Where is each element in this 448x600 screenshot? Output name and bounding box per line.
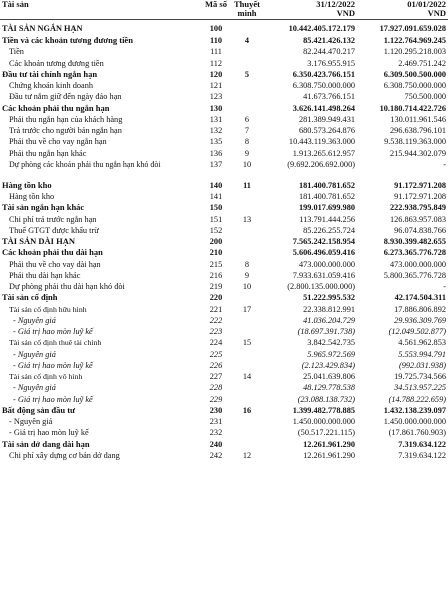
header-date-2022: 31/12/2022	[316, 0, 355, 9]
row-label: Hàng tồn kho	[2, 179, 52, 190]
row-label: - Giá trị hao mòn luỹ kế	[9, 428, 89, 438]
row-code: 215	[209, 259, 223, 269]
row-label: Tài sản cố định hữu hình	[9, 304, 87, 314]
row-value-2021: 750.500.000	[404, 92, 446, 102]
row-value-2022: 12.261.961.290	[303, 450, 355, 460]
row-value-2022: 3.626.141.498.264	[292, 103, 355, 113]
row-value-2021: -	[443, 282, 446, 291]
table-row	[0, 20, 448, 36]
row-code: 219	[209, 282, 223, 291]
row-code: 227	[209, 372, 223, 381]
row-note: 10	[242, 282, 252, 291]
table-row	[0, 326, 448, 337]
row-code: 226	[209, 360, 223, 370]
row-value-2022: 473.000.000.000	[298, 259, 355, 269]
table-row	[0, 315, 448, 326]
row-value-2021: 296.638.796.101	[389, 126, 446, 135]
row-label: Đầu tư nắm giữ đến ngày đáo hạn	[9, 92, 122, 102]
table-row	[0, 236, 448, 247]
table-row	[0, 292, 448, 303]
row-code: 130	[209, 103, 223, 113]
row-value-2021: 5.553.994.791	[398, 349, 446, 359]
row-value-2022: (50.517.221.115)	[297, 428, 355, 438]
row-value-2022: 51.222.995.532	[303, 293, 355, 303]
row-note	[232, 58, 262, 69]
row-value-2022: (2.800.135.000.000)	[287, 282, 355, 291]
table-row	[0, 427, 448, 438]
row-value-2022: (9.692.206.692.000)	[287, 159, 355, 169]
table-row	[0, 180, 448, 191]
table-row	[0, 247, 448, 258]
table-row	[0, 214, 448, 225]
row-code: 141	[209, 192, 223, 201]
row-label: TÀI SẢN NGẮN HẠN	[2, 24, 83, 34]
row-code: 131	[209, 114, 223, 124]
header-blank	[0, 9, 200, 20]
row-value-2022: 25.041.639.806	[303, 372, 355, 381]
table-row	[0, 125, 448, 136]
row-note	[232, 326, 262, 337]
row-value-2021: 1.432.138.239.097	[383, 405, 446, 415]
row-code: 137	[209, 159, 223, 169]
row-code: 232	[209, 428, 223, 438]
row-value-2021: 2.469.751.242	[398, 58, 446, 68]
row-value-2022: 6.350.423.766.151	[292, 69, 355, 79]
row-value-2022: (2.123.429.834)	[301, 360, 355, 370]
row-value-2022: 1.913.265.612.957	[292, 148, 355, 158]
row-note: 5	[244, 69, 250, 79]
table-row	[0, 159, 448, 180]
row-label: Đầu tư tài chính ngắn hạn	[2, 68, 98, 79]
row-code: 200	[209, 237, 223, 246]
row-value-2021: 222.938.795.849	[389, 203, 446, 213]
row-value-2021: 7.319.634.122	[398, 439, 446, 449]
row-note	[232, 20, 262, 36]
table-row	[0, 405, 448, 416]
row-code: 112	[209, 58, 223, 68]
row-label: Tài sản cố định thuê tài chính	[9, 338, 102, 348]
row-note	[232, 439, 262, 450]
row-value-2021: 5.800.365.776.728	[383, 270, 446, 280]
row-label: - Giá trị hao mòn luỹ kế	[13, 327, 93, 336]
row-note: 10	[242, 159, 252, 169]
table-row	[0, 360, 448, 371]
row-note	[232, 315, 262, 326]
row-note	[232, 349, 262, 360]
row-label: - Giá trị hao mòn luỹ kế	[13, 360, 93, 370]
row-note: 15	[242, 338, 252, 348]
table-body	[0, 20, 448, 462]
row-note	[232, 191, 262, 202]
table-row	[0, 416, 448, 427]
header-unit-2022: VND	[262, 9, 357, 20]
row-value-2021: 1.122.764.969.245	[383, 36, 446, 45]
row-note: 8	[244, 259, 250, 269]
row-code: 224	[209, 338, 223, 348]
table-header	[0, 0, 448, 20]
header-note-line2: minh	[232, 9, 262, 20]
row-code: 216	[209, 270, 223, 280]
row-label: Chi phí xây dựng cơ bản dở dang	[9, 450, 120, 460]
row-value-2021: 130.011.961.546	[390, 114, 446, 124]
row-label: Phải thu dài hạn khác	[9, 270, 81, 280]
row-value-2021: 17.886.806.892	[394, 304, 446, 314]
row-code: 228	[209, 383, 223, 393]
row-note	[232, 292, 262, 303]
row-note	[232, 202, 262, 213]
row-value-2021: 473.000.000.000	[389, 259, 446, 269]
row-value-2021: (17.861.760.903)	[388, 428, 446, 438]
row-label: Chi phí trả trước ngắn hạn	[9, 214, 97, 224]
row-label: Chứng khoán kinh doanh	[9, 81, 94, 90]
row-value-2021: -	[443, 159, 446, 169]
row-code: 240	[209, 439, 223, 449]
table-row	[0, 304, 448, 315]
row-code: 221	[209, 304, 223, 314]
header-note-line1: Thuyết	[234, 0, 260, 9]
row-code: 151	[209, 214, 223, 224]
row-note: 9	[244, 148, 250, 158]
row-value-2022: 7.565.242.158.954	[292, 237, 355, 246]
row-code: 220	[209, 293, 223, 303]
row-label: Tiền	[9, 47, 24, 57]
row-note: 7	[244, 126, 250, 135]
row-value-2022: 10.442.405.172.179	[288, 24, 355, 34]
row-value-2021: 91.172.971.208	[394, 192, 446, 201]
row-value-2021: 8.930.399.482.655	[383, 237, 446, 246]
row-value-2021: 6.273.365.776.728	[383, 248, 446, 258]
row-label: Dự phòng phải thu dài hạn khó đòi	[9, 282, 125, 291]
row-note	[232, 427, 262, 438]
row-value-2021: (12.049.502.877)	[388, 327, 446, 336]
row-note	[232, 46, 262, 57]
row-note	[232, 394, 262, 405]
row-label: Tiền và các khoản tương đương tiền	[2, 35, 133, 45]
row-label: Thuế GTGT được khấu trừ	[9, 225, 99, 235]
row-value-2021: 1.120.295.218.003	[383, 47, 446, 57]
header-unit-2021: VND	[357, 9, 448, 20]
row-label: Tài sản ngắn hạn khác	[2, 202, 85, 213]
table-row	[0, 270, 448, 281]
row-value-2021: 6.309.500.500.000	[383, 69, 446, 79]
row-note: 12	[242, 450, 252, 460]
row-note	[232, 416, 262, 427]
row-label: Bất động sản đầu tư	[2, 404, 76, 415]
row-label: Trả trước cho người bán ngắn hạn	[9, 126, 122, 135]
row-value-2022: 680.573.264.876	[298, 126, 355, 135]
row-note	[232, 80, 262, 91]
table-row	[0, 281, 448, 292]
row-code: 229	[209, 394, 223, 404]
row-code: 100	[209, 24, 223, 34]
row-code: 120	[209, 69, 223, 79]
row-note: 14	[242, 372, 252, 381]
row-note: 16	[242, 405, 252, 415]
row-value-2022: (18.697.391.738)	[297, 327, 355, 336]
row-value-2021: 29.936.309.769	[394, 315, 446, 325]
row-value-2021: 19.725.734.566	[394, 372, 446, 381]
row-value-2022: 3.842.542.735	[307, 338, 355, 348]
header-blank	[200, 9, 232, 20]
row-code: 123	[209, 92, 223, 102]
table-row	[0, 394, 448, 405]
table-row	[0, 439, 448, 450]
table-row	[0, 349, 448, 360]
table-row	[0, 46, 448, 57]
table-row	[0, 103, 448, 114]
table-row	[0, 371, 448, 382]
row-value-2022: 48.129.778.538	[303, 383, 355, 393]
row-label: Phải thu ngắn hạn khác	[9, 148, 87, 158]
row-value-2021: 34.513.957.225	[394, 383, 446, 393]
row-value-2022: 82.244.470.217	[303, 47, 355, 57]
row-value-2021: 215.944.302.079	[389, 148, 446, 158]
row-label: - Giá trị hao mòn luỹ kế	[13, 394, 93, 404]
row-code: 132	[209, 126, 223, 135]
table-row	[0, 136, 448, 147]
row-label: Các khoản tương đương tiền	[9, 58, 104, 68]
row-code: 222	[209, 315, 223, 325]
row-value-2022: 6.308.750.000.000	[292, 81, 355, 90]
row-label: Các khoản phải thu ngắn hạn	[2, 102, 110, 113]
row-value-2021: (992.031.938)	[398, 360, 446, 370]
row-code: 150	[209, 203, 223, 213]
row-note: 13	[242, 214, 252, 224]
row-note: 8	[244, 137, 250, 147]
row-note	[232, 225, 262, 236]
row-note	[232, 103, 262, 114]
table-row	[0, 114, 448, 125]
row-note: 11	[243, 180, 251, 190]
row-note	[232, 91, 262, 102]
row-note: 4	[244, 36, 250, 45]
table-row	[0, 35, 448, 46]
row-value-2022: (23.088.138.732)	[297, 394, 355, 404]
row-label: TÀI SẢN DÀI HẠN	[2, 236, 75, 246]
row-label: Phải thu về cho vay ngắn hạn	[9, 137, 107, 147]
header-asset: Tài sản	[2, 0, 29, 9]
row-label: Tài sản cố định	[2, 292, 58, 303]
row-code: 135	[209, 137, 223, 147]
row-value-2022: 281.389.949.431	[298, 114, 355, 124]
row-code: 225	[209, 349, 223, 359]
row-code: 152	[209, 225, 223, 235]
row-value-2022: 41.036.204.729	[303, 315, 355, 325]
row-label: Phải thu về cho vay dài hạn	[9, 259, 101, 269]
row-value-2022: 181.400.781.652	[298, 180, 355, 190]
table-row	[0, 80, 448, 91]
row-value-2022: 181.400.781.652	[298, 192, 355, 201]
row-label: Tài sản cố định vô hình	[9, 372, 83, 381]
row-note	[232, 236, 262, 247]
row-value-2022: 199.017.699.980	[298, 203, 355, 213]
row-code: 242	[209, 450, 223, 460]
row-label: Hàng tồn kho	[9, 192, 55, 201]
row-label: Tài sản dở dang dài hạn	[2, 438, 90, 449]
table-row	[0, 337, 448, 348]
row-label: - Nguyên giá	[13, 315, 56, 325]
table-row	[0, 148, 448, 159]
table-row	[0, 91, 448, 102]
row-value-2021: 9.538.119.363.000	[384, 137, 446, 147]
row-label: - Nguyên giá	[13, 349, 56, 359]
row-value-2021: 1.450.000.000.000	[383, 417, 446, 426]
row-note	[232, 360, 262, 371]
row-note: 9	[244, 270, 250, 280]
row-value-2021: 10.180.714.422.726	[379, 103, 446, 113]
row-code: 223	[209, 327, 223, 336]
row-note	[232, 382, 262, 393]
row-label: Phải thu ngắn hạn của khách hàng	[9, 114, 123, 124]
row-value-2021: (14.788.222.659)	[388, 394, 446, 404]
table-row	[0, 450, 448, 461]
row-value-2021: 6.308.750.000.000	[383, 81, 446, 90]
row-value-2021: 91.172.971.208	[394, 180, 446, 190]
row-code: 111	[210, 47, 222, 57]
row-value-2022: 7.933.631.059.416	[292, 270, 355, 280]
row-value-2022: 5.965.972.569	[307, 349, 355, 359]
row-value-2022: 1.399.482.778.885	[292, 405, 355, 415]
row-code: 210	[209, 248, 223, 258]
row-code: 121	[209, 81, 223, 90]
row-code: 136	[209, 148, 223, 158]
row-value-2022: 85.226.255.724	[303, 225, 355, 235]
row-label: Các khoản phải thu dài hạn	[2, 247, 103, 258]
row-value-2021: 4.561.962.853	[398, 338, 446, 348]
row-label: - Nguyên giá	[9, 417, 53, 426]
row-code: 231	[209, 417, 223, 426]
row-code: 140	[209, 180, 223, 190]
row-note: 6	[244, 114, 250, 124]
row-value-2022: 22.338.812.991	[303, 304, 355, 314]
row-value-2022: 41.673.766.151	[303, 92, 355, 102]
row-value-2021: 7.319.634.122	[398, 450, 446, 460]
row-label: - Nguyên giá	[13, 383, 56, 393]
row-code: 110	[210, 36, 222, 45]
table-row	[0, 202, 448, 213]
header-date-2021: 01/01/2022	[407, 0, 446, 9]
table-row	[0, 259, 448, 270]
table-row	[0, 225, 448, 236]
row-value-2021: 42.174.504.311	[394, 293, 446, 303]
row-value-2022: 1.450.000.000.000	[292, 417, 355, 426]
row-code: 230	[209, 405, 223, 415]
row-value-2021: 17.927.091.659.028	[379, 24, 446, 34]
row-value-2022: 5.606.496.059.416	[292, 248, 355, 258]
row-value-2021: 126.863.957.083	[389, 214, 446, 224]
row-value-2021: 96.074.838.766	[394, 225, 446, 235]
row-label: Dự phòng các khoản phải thu ngắn hạn khó đòi	[9, 159, 161, 169]
header-code: Mã số	[205, 0, 227, 9]
row-note: 17	[242, 304, 252, 314]
row-value-2022: 113.791.444.256	[299, 214, 355, 224]
row-value-2022: 10.443.119.363.000	[288, 137, 355, 147]
row-value-2022: 12.261.961.290	[303, 439, 355, 449]
table-row	[0, 382, 448, 393]
row-note	[232, 247, 262, 258]
row-value-2022: 85.421.426.132	[303, 36, 355, 45]
table-row	[0, 58, 448, 69]
row-value-2022: 3.176.955.915	[307, 58, 355, 68]
table-row	[0, 191, 448, 202]
table-row	[0, 69, 448, 80]
